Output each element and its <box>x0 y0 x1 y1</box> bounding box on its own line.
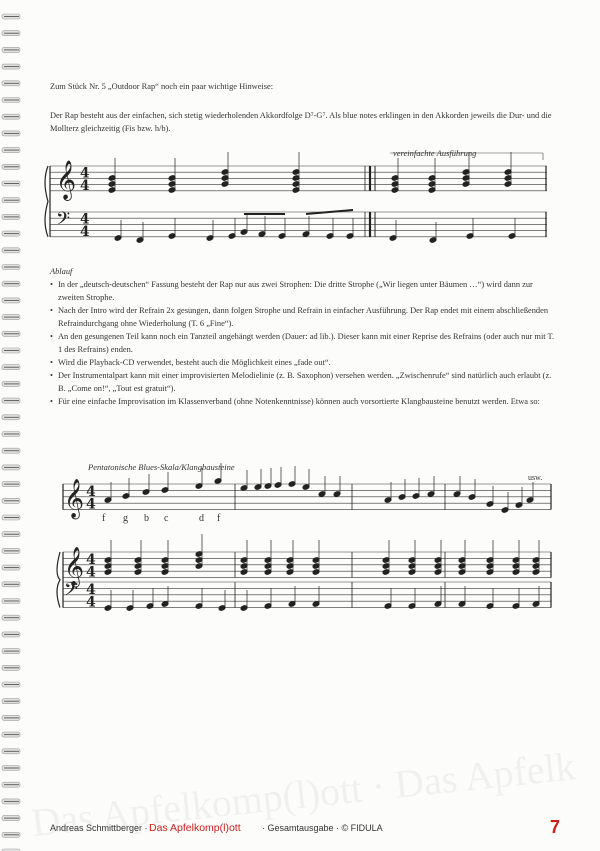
ablauf-item: • Für eine einfache Improvisation im Klassenverband (ohne Notenkenntnisse) können auch vorsortierte Klangbausteine benutzt werden. Etwa so: <box>50 395 555 408</box>
note-letter: b <box>144 513 149 524</box>
treble-clef: 𝄞 <box>64 478 85 519</box>
time-signature-top: 4 <box>86 483 96 500</box>
note-letter: d <box>199 513 204 524</box>
chord-description: Der Rap besteht aus der einfachen, sich stetig wiederholenden Akkordfolge D⁷-G⁷. Als blue notes erklingen in den Akkorden jeweils die Dur- und die Mollterz gleichzeitig (Fis bzw. h/b). <box>50 111 552 133</box>
score2-annotation: Pentatonische Blues-Skala/Klangbausteine <box>88 462 235 472</box>
time-signature-bottom: 4 <box>86 594 96 611</box>
time-signature-top: 4 <box>86 581 96 598</box>
time-signature-bottom: 4 <box>80 223 90 240</box>
footer-publisher: · Gesamtausgabe · © FIDULA <box>262 823 383 833</box>
note-letter: f <box>217 513 221 524</box>
note-letter: c <box>164 513 169 524</box>
time-signature-bottom: 4 <box>86 564 96 581</box>
treble-clef: 𝄞 <box>56 159 77 200</box>
bass-clef: 𝄢 <box>56 209 71 235</box>
page-number: 7 <box>549 817 560 837</box>
bass-clef: 𝄢 <box>64 579 79 605</box>
time-signature-bottom: 4 <box>80 177 90 194</box>
ablauf-item: • In der „deutsch-deutschen“ Fassung besteht der Rap nur aus zwei Strophen: Die dritte Strophe („Wir liegen unter Bäumen …“) wird dann zur zweiten Strophe. <box>50 278 555 304</box>
score1-annotation: vereinfachte Ausführung <box>393 148 477 158</box>
ablauf-heading: Ablauf <box>50 267 73 276</box>
note-letter: g <box>123 513 128 524</box>
note-letter: f <box>102 513 106 524</box>
treble-clef: 𝄞 <box>64 546 85 587</box>
time-signature-top: 4 <box>80 211 90 228</box>
ablauf-item: • Nach der Intro wird der Refrain 2x gesungen, dann folgen Strophe und Refrain in einfacher Ausführung. Der Rap endet mit einem abschließenden Refraindurchgang ohne Wiederholung (T. 6 „Fine“). <box>50 304 555 330</box>
footer-title: Das Apfelkomp(l)ott <box>149 822 241 834</box>
ablauf-item: • Der Instrumentalpart kann mit einer improvisierten Melodielinie (z. B. Saxophon) versehen werden. „Zwischenrufe“ sind natürlich auch erlaubt (z. B. „Come on!“, „Tout est gratuit“). <box>50 369 555 395</box>
brace <box>57 552 60 608</box>
time-signature-bottom: 4 <box>86 496 96 513</box>
time-signature-top: 4 <box>86 551 96 568</box>
ablauf-item: • Wird die Playback-CD verwendet, besteht auch die Möglichkeit eines „fade out“. <box>50 356 555 369</box>
intro-line: Zum Stück Nr. 5 „Outdoor Rap“ noch ein paar wichtige Hinweise: <box>50 82 274 91</box>
footer-author: Andreas Schmittberger · <box>50 823 148 833</box>
usw-label: usw. <box>528 473 543 482</box>
ablauf-item: • An den gesungenen Teil kann noch ein Tanzteil angehängt werden (Dauer: ad lib.). Dieser kann mit einer Reprise des Refrains (oder auch nur mit T. 1 des Refrains) enden. <box>50 330 555 356</box>
page-footer <box>50 819 560 839</box>
time-signature-top: 4 <box>80 165 90 182</box>
